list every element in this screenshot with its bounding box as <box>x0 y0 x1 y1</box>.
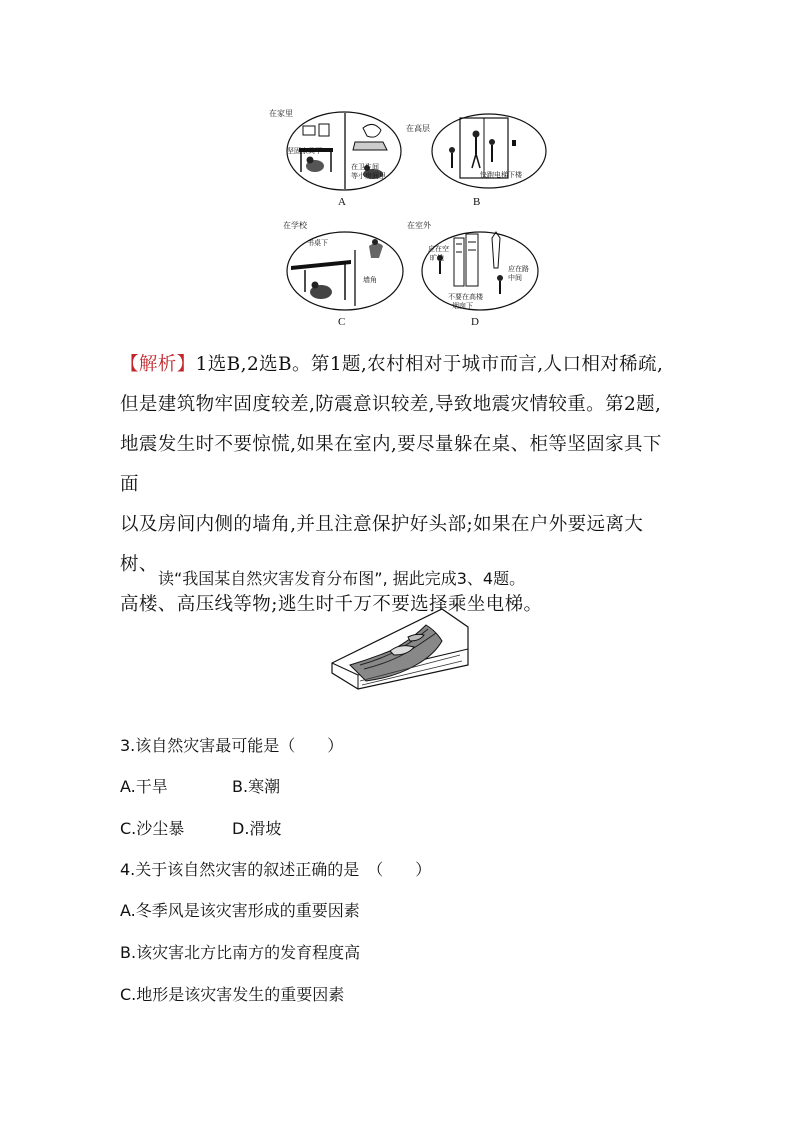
earthquake-safety-figure <box>265 100 555 335</box>
q3-option-a: A.干旱 <box>120 777 168 796</box>
panel-b-title: 在高层 <box>406 124 430 133</box>
panel-d-note-5: 应在路 <box>508 265 529 273</box>
panel-c-caption: C <box>338 316 346 328</box>
analysis-line-2: 但是建筑物牢固度较差,防震意识较差,导致地震灾情较重。第2题, <box>120 394 662 415</box>
panel-c-title: 在学校 <box>283 221 307 230</box>
analysis-line-1: 【解析】1选B,2选B。第1题,农村相对于城市而言,人口相对稀疏, <box>120 354 664 375</box>
q3-option-c: C.沙尘暴 <box>120 819 185 838</box>
panel-d <box>407 220 555 332</box>
q4-option-a: A.冬季风是该灾害形成的重要因素 <box>120 901 360 920</box>
panel-c-illustration <box>285 230 405 312</box>
question-intro: 读“我国某自然灾害发育分布图”, 据此完成3、4题。 <box>158 569 526 588</box>
panel-b-caption: B <box>473 196 481 208</box>
analysis-line-4: 以及房间内侧的墙角,并且注意保护好头部;如果在户外要远离大树、 <box>120 514 644 575</box>
panel-b-note: 快跑电梯下楼 <box>480 171 522 179</box>
panel-a-title: 在家里 <box>269 109 293 118</box>
panel-c-note-1: 书桌下 <box>307 239 328 247</box>
q3-option-d: D.滑坡 <box>232 819 282 838</box>
landslide-figure <box>330 603 470 693</box>
q4-option-c: C.地形是该灾害发生的重要因素 <box>120 985 345 1004</box>
q4-option-b: B.该灾害北方比南方的发育程度高 <box>120 943 361 962</box>
panel-d-note-4: 烟囱下 <box>452 302 473 310</box>
panel-a-note-2: 在卫生间 <box>351 163 379 171</box>
panel-d-title: 在室外 <box>407 221 431 230</box>
panel-c <box>265 220 410 332</box>
panel-d-note-1: 应在空 <box>428 245 449 253</box>
panel-d-caption: D <box>471 316 479 328</box>
panel-d-note-2: 旷地 <box>430 254 444 262</box>
analysis-line-3: 地震发生时不要惊慌,如果在室内,要尽量躲在桌、柜等坚固家具下面 <box>120 434 662 495</box>
panel-d-note-6: 中间 <box>508 274 522 282</box>
q4-stem: 4.关于该自然灾害的叙述正确的是 （ ） <box>120 860 432 879</box>
panel-b <box>406 100 555 210</box>
panel-d-note-3: 不要在高楼 <box>448 293 483 301</box>
analysis-line-5: 高楼、高压线等物;逃生时千万不要选择乘坐电梯。 <box>120 594 543 615</box>
panel-a <box>265 100 410 210</box>
q3-stem: 3.该自然灾害最可能是（ ） <box>120 736 344 755</box>
panel-a-note-1: 坚固家具下 <box>287 147 322 155</box>
panel-c-note-2: 墙角 <box>363 276 377 284</box>
panel-a-note-3: 等小房间里 <box>351 172 386 180</box>
q3-option-b: B.寒潮 <box>232 777 281 796</box>
analysis-tag: 【解析】 <box>120 354 196 375</box>
panel-a-caption: A <box>338 196 346 208</box>
